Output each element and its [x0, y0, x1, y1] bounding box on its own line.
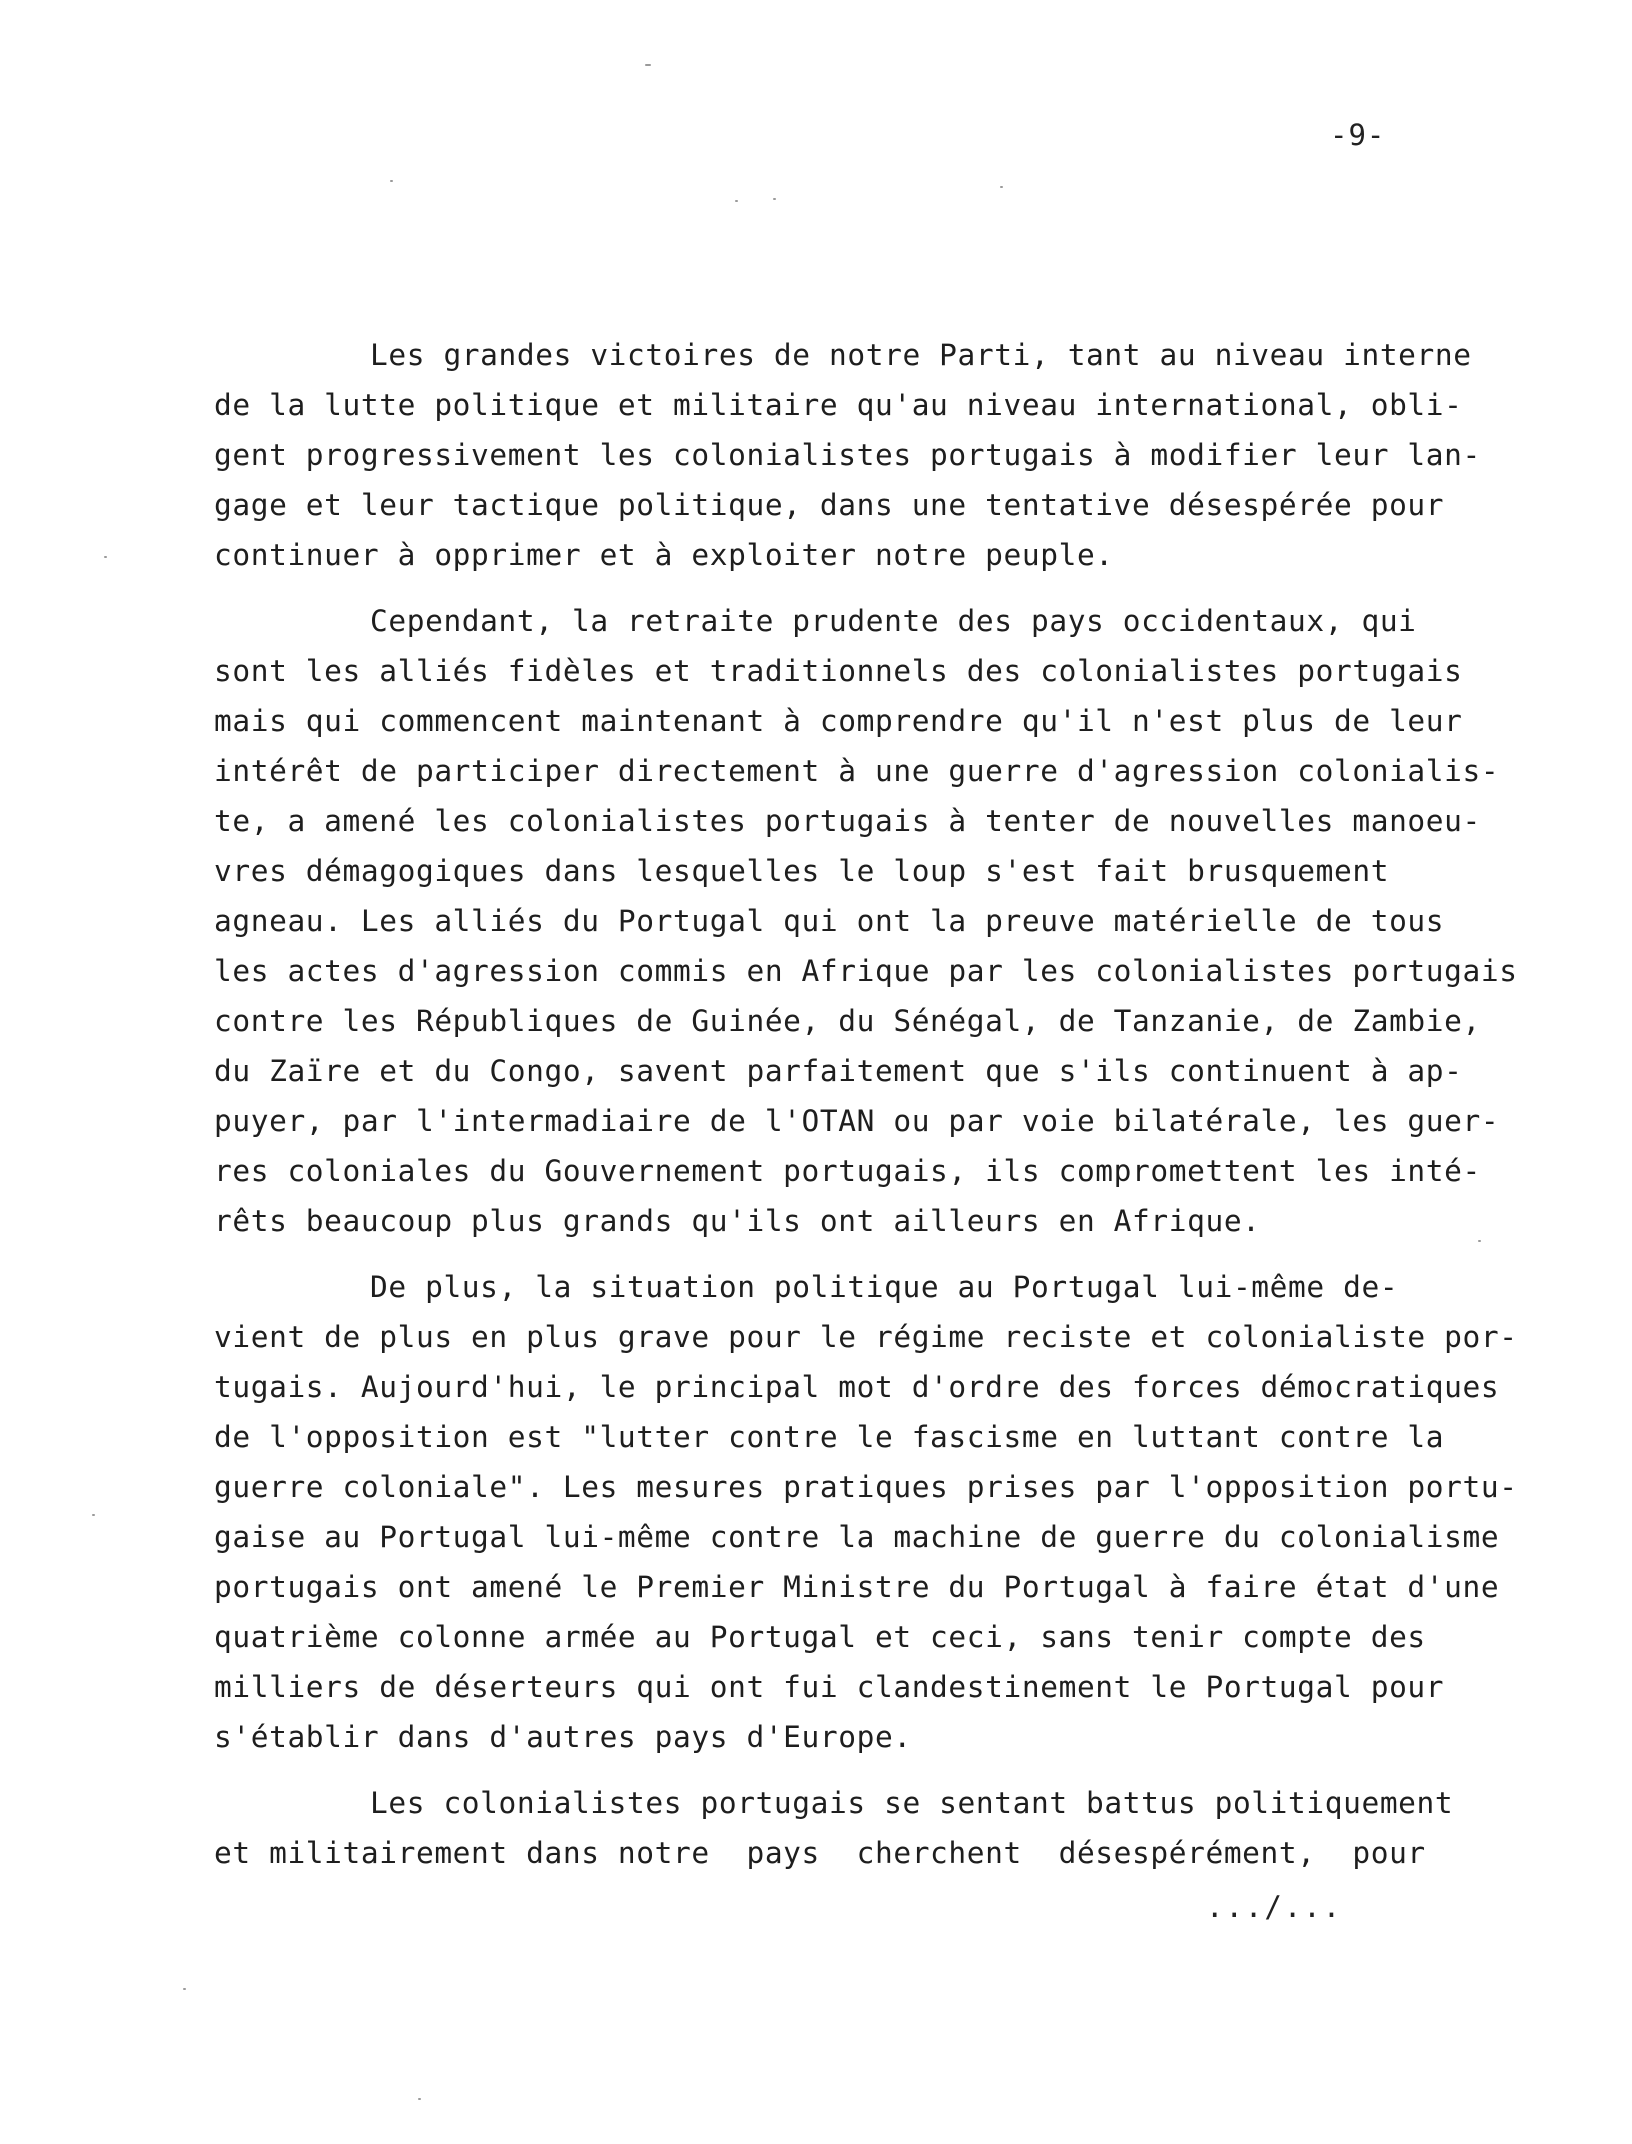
paragraph-1	[214, 330, 1594, 580]
text-line: et militairement dans notre pays cherchent désespérément, pour	[214, 1836, 1426, 1870]
text-line: les actes d'agression commis en Afrique par les colonialistes portugais	[214, 954, 1518, 988]
paragraph-4	[214, 1778, 1594, 1878]
text-line: sont les alliés fidèles et traditionnels des colonialistes portugais	[214, 654, 1463, 688]
paragraph-2	[214, 596, 1594, 1246]
continuation-marker: .../...	[1206, 1890, 1343, 1924]
text-line: rêts beaucoup plus grands qu'ils ont ailleurs en Afrique.	[214, 1204, 1261, 1238]
scan-speck	[183, 1988, 186, 1990]
text-line: contre les Républiques de Guinée, du Sénégal, de Tanzanie, de Zambie,	[214, 1004, 1481, 1038]
scan-speck	[1000, 186, 1003, 188]
text-line: gent progressivement les colonialistes portugais à modifier leur lan-	[214, 438, 1481, 472]
text-line: de la lutte politique et militaire qu'au niveau international, obli-	[214, 388, 1463, 422]
text-line: agneau. Les alliés du Portugal qui ont la preuve matérielle de tous	[214, 904, 1445, 938]
text-line: milliers de déserteurs qui ont fui clandestinement le Portugal pour	[214, 1670, 1445, 1704]
text-line: Les grandes victoires de notre Parti, tant au niveau interne	[370, 338, 1472, 372]
text-line: guerre coloniale". Les mesures pratiques prises par l'opposition portu-	[214, 1470, 1518, 1504]
scan-speck	[390, 180, 393, 182]
text-line: puyer, par l'intermadiaire de l'OTAN ou par voie bilatérale, les guer-	[214, 1104, 1500, 1138]
text-line: Cependant, la retraite prudente des pays occidentaux, qui	[370, 604, 1417, 638]
text-line: du Zaïre et du Congo, savent parfaitement que s'ils continuent à ap-	[214, 1054, 1463, 1088]
text-line: s'établir dans d'autres pays d'Europe.	[214, 1720, 912, 1754]
paragraph-3	[214, 1262, 1594, 1762]
text-line: vres démagogiques dans lesquelles le loup s'est fait brusquement	[214, 854, 1390, 888]
text-line: quatrième colonne armée au Portugal et ceci, sans tenir compte des	[214, 1620, 1426, 1654]
text-line: gaise au Portugal lui-même contre la machine de guerre du colonialisme	[214, 1520, 1500, 1554]
text-line: de l'opposition est "lutter contre le fascisme en luttant contre la	[214, 1420, 1445, 1454]
text-line: continuer à opprimer et à exploiter notre peuple.	[214, 538, 1114, 572]
body-text	[214, 330, 1594, 1894]
scan-speck	[92, 1514, 95, 1516]
text-line: tugais. Aujourd'hui, le principal mot d'ordre des forces démocratiques	[214, 1370, 1500, 1404]
scan-speck	[735, 200, 738, 202]
text-line: De plus, la situation politique au Portugal lui-même de-	[370, 1270, 1399, 1304]
text-line: te, a amené les colonialistes portugais à tenter de nouvelles manoeu-	[214, 804, 1481, 838]
text-line: intérêt de participer directement à une guerre d'agression colonialis-	[214, 754, 1500, 788]
text-line: gage et leur tactique politique, dans une tentative désespérée pour	[214, 488, 1445, 522]
text-line: vient de plus en plus grave pour le régime reciste et colonialiste por-	[214, 1320, 1518, 1354]
text-line: portugais ont amené le Premier Ministre du Portugal à faire état d'une	[214, 1570, 1500, 1604]
text-line: res coloniales du Gouvernement portugais, ils compromettent les inté-	[214, 1154, 1481, 1188]
text-line: Les colonialistes portugais se sentant battus politiquement	[370, 1786, 1454, 1820]
text-line: mais qui commencent maintenant à comprendre qu'il n'est plus de leur	[214, 704, 1463, 738]
scan-speck	[104, 556, 107, 558]
page-number: -9-	[1330, 118, 1386, 152]
scan-speck	[773, 198, 776, 200]
scan-speck	[418, 2098, 421, 2100]
scan-speck	[1478, 1240, 1481, 1242]
scan-speck	[645, 64, 651, 66]
